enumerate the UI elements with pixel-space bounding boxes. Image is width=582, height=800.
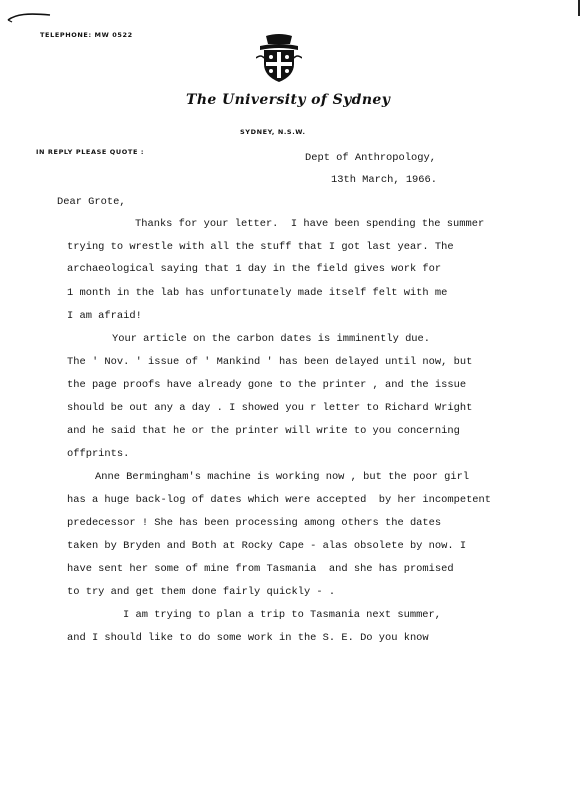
pen-mark-icon <box>6 10 52 24</box>
body-line: have sent her some of mine from Tasmania and she has promised <box>67 563 454 575</box>
department-line: Dept of Anthropology, <box>305 152 436 164</box>
body-line: predecessor ! She has been processing among others the dates <box>67 517 442 529</box>
body-line: has a huge back-log of dates which were accepted by her incompetent <box>67 494 492 506</box>
body-line: archaeological saying that 1 day in the field gives work for <box>67 263 442 275</box>
body-line: The ' Nov. ' issue of ' Mankind ' has been delayed until now, but <box>67 356 473 368</box>
body-line: Anne Bermingham's machine is working now , but the poor girl <box>95 471 470 483</box>
body-line: should be out any a day . I showed you r letter to Richard Wright <box>67 402 473 414</box>
body-line: and he said that he or the printer will write to you concerning <box>67 425 460 437</box>
university-name: The University of Sydney <box>186 92 391 108</box>
telephone-number: TELEPHONE: MW 0522 <box>40 31 133 39</box>
body-line: I am trying to plan a trip to Tasmania next summer, <box>123 609 442 621</box>
body-line: to try and get them done fairly quickly - . <box>67 586 336 598</box>
body-line: I am afraid! <box>67 310 142 322</box>
body-line: 1 month in the lab has unfortunately made itself felt with me <box>67 287 448 299</box>
body-line: Your article on the carbon dates is imminently due. <box>112 333 431 345</box>
page-edge-mark <box>578 0 580 16</box>
reply-quote-label: IN REPLY PLEASE QUOTE : <box>36 148 145 156</box>
body-line: trying to wrestle with all the stuff that I got last year. The <box>67 241 454 253</box>
body-line: Thanks for your letter. I have been spending the summer <box>135 218 485 230</box>
body-line: taken by Bryden and Both at Rocky Cape - alas obsolete by now. I <box>67 540 467 552</box>
body-line: offprints. <box>67 448 130 460</box>
body-line: the page proofs have already gone to the printer , and the issue <box>67 379 467 391</box>
salutation: Dear Grote, <box>57 196 126 208</box>
body-line: and I should like to do some work in the S. E. Do you know <box>67 632 429 644</box>
university-city: SYDNEY, N.S.W. <box>240 128 306 136</box>
letter-date: 13th March, 1966. <box>331 174 438 186</box>
university-crest-icon <box>256 34 302 84</box>
